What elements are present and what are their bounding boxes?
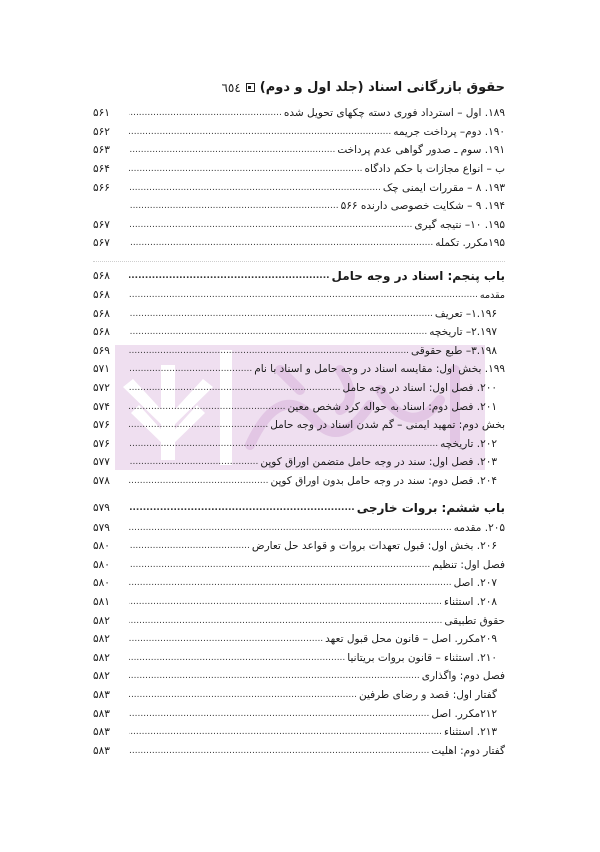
entry-title: ۲۰۸. استثناء (444, 595, 497, 608)
entry-title: ۱۹۰. دوم– پرداخت جریمه (393, 125, 505, 138)
header-title: حقوق بازرگانی اسناد (جلد اول و دوم) (259, 80, 505, 95)
leader-dots (129, 308, 433, 320)
entry-page: ۵۸۲ (93, 614, 110, 627)
page-header (221, 80, 505, 95)
leader-dots (129, 270, 330, 282)
toc-entry[interactable] (93, 453, 505, 472)
entry-title: ۲.۱۹۷– تاریخچه (429, 326, 497, 339)
entry-title: ۲۰۲. تاریخچه (440, 437, 497, 450)
entry-title: ۱۹۵مکرر. تکمله (435, 237, 505, 250)
leader-dots (129, 745, 429, 757)
leader-dots (129, 107, 282, 119)
entry-page: ۵۶۲ (93, 125, 110, 138)
entry-title: ۳.۱۹۸– طبع حقوقی (411, 344, 497, 357)
entry-title: ۲۰۱. فصل دوم: اسناد به حواله کرد شخص معین (287, 400, 497, 413)
toc-entry[interactable] (93, 593, 505, 612)
toc-entry[interactable] (93, 397, 505, 416)
entry-page: ۵۶۷ (93, 218, 110, 231)
entry-page: ۵۷۷ (93, 456, 110, 469)
entry-title: فصل دوم: واگذاری (421, 670, 505, 683)
entry-title: فصل اول: تنظیم (432, 558, 505, 571)
leader-dots (129, 522, 452, 534)
toc-entry[interactable] (93, 379, 505, 398)
leader-dots (129, 652, 345, 664)
entry-title: ۱۸۹. اول – استرداد فوری دسته چکهای تحویل شده (283, 107, 505, 120)
entry-page: ۵۸۳ (93, 707, 110, 720)
entry-title: ۲۱۳. استثناء (444, 726, 497, 739)
entry-page: ۵۶۱ (93, 107, 110, 120)
entry-page: ۵۸۳ (93, 744, 110, 757)
toc-chapter-5[interactable] (93, 266, 505, 286)
toc-entry[interactable] (93, 286, 505, 305)
leader-dots (129, 182, 381, 194)
leader-dots (129, 540, 250, 552)
section-divider (93, 261, 505, 263)
entry-title: ۱.۱۹۶– تعریف (434, 307, 497, 320)
leader-dots (129, 596, 442, 608)
toc-entry[interactable] (93, 342, 505, 361)
entry-page: ۵۶۸ (93, 326, 110, 339)
toc-entry[interactable] (93, 197, 505, 216)
entry-page: ۵۸۰ (93, 558, 110, 571)
entry-title: ۱۹۱. سوم ـ صدور گواهی عدم پرداخت (337, 144, 505, 157)
entry-title: ۱۹۳. ۸ – مقررات ایمنی چک (382, 181, 505, 194)
leader-dots (129, 163, 363, 175)
entry-page: ۵۷۲ (93, 382, 110, 395)
entry-title: ۲۰۷. اصل (453, 577, 497, 590)
table-of-contents (93, 104, 505, 760)
toc-entry[interactable] (93, 178, 505, 197)
toc-entry[interactable] (93, 160, 505, 179)
entry-page: ۵۶۸ (93, 307, 110, 320)
toc-entry[interactable] (93, 686, 505, 705)
leader-dots (129, 326, 427, 338)
entry-title: ۲۰۵. مقدمه (453, 521, 505, 534)
entry-page: ۵۷۱ (93, 363, 110, 376)
toc-entry[interactable] (93, 518, 505, 537)
leader-dots (129, 382, 341, 394)
entry-title: ۲۰۴. فصل دوم: سند در وجه حامل بدون اوراق کوپن (270, 474, 497, 487)
leader-dots (129, 200, 339, 212)
entry-title: ۲۰۳. فصل اول: سند در وجه حامل متضمن اوراق کوپن (260, 456, 497, 469)
chapter-title: باب ششم: بروات خارجی (356, 501, 505, 516)
entry-page: ۵۸۲ (93, 670, 110, 683)
toc-entry[interactable] (93, 323, 505, 342)
entry-title: حقوق تطبیقی (444, 614, 505, 627)
toc-entry[interactable] (93, 723, 505, 742)
chapter-page: ۵۶۸ (93, 269, 110, 282)
page-number: ٦٥٤ (221, 80, 241, 95)
entry-title: بخش دوم: تمهید ایمنی – گم شدن اسناد در وجه حامل (270, 419, 505, 432)
leader-dots (129, 126, 391, 138)
leader-dots (129, 708, 429, 720)
leader-dots (129, 419, 268, 431)
leader-dots (129, 363, 252, 375)
toc-entry[interactable] (93, 611, 505, 630)
entry-page: ۵۸۲ (93, 633, 110, 646)
leader-dots (129, 289, 478, 301)
leader-dots (129, 438, 438, 450)
toc-chapter-6[interactable] (93, 498, 505, 518)
entry-title: گفتار اول: قصد و رضای طرفین (358, 688, 497, 701)
leader-dots (129, 670, 420, 682)
toc-entry[interactable] (93, 555, 505, 574)
entry-page: ۵۸۳ (93, 688, 110, 701)
entry-page: ۵۸۲ (93, 651, 110, 664)
toc-entry[interactable] (93, 741, 505, 760)
entry-title: ۱۹۴. ۹ – شکایت خصوصی دارنده ۵۶۶ (340, 200, 505, 213)
leader-dots (129, 726, 442, 738)
leader-dots (129, 456, 258, 468)
entry-title: ۲۱۰. استثناء – قانون بروات بریتانیا (347, 651, 497, 664)
leader-dots (129, 401, 285, 413)
toc-entry[interactable] (93, 123, 505, 142)
square-bullet-icon (246, 83, 255, 92)
leader-dots (129, 689, 357, 701)
leader-dots (129, 475, 268, 487)
toc-entry[interactable] (93, 435, 505, 454)
entry-title: گفتار دوم: اهلیت (431, 744, 505, 757)
toc-entry[interactable] (93, 630, 505, 649)
entry-page: ۵۷۹ (93, 521, 110, 534)
entry-page: ۵۶۶ (93, 181, 110, 194)
entry-page: ۵۶۸ (93, 289, 110, 302)
entry-page: ۵۶۴ (93, 163, 110, 176)
entry-title: ۲۱۲مکرر. اصل (431, 707, 497, 720)
entry-page: ۵۶۳ (93, 144, 110, 157)
leader-dots (129, 219, 412, 231)
entry-title: ۱۹۵. ۱۰– نتیجه گیری (414, 218, 505, 231)
toc-entry[interactable] (93, 304, 505, 323)
entry-page: ۵۸۳ (93, 726, 110, 739)
entry-page: ۵۷۴ (93, 400, 110, 413)
entry-page: ۵۸۱ (93, 595, 110, 608)
leader-dots (129, 559, 430, 571)
toc-entry[interactable] (93, 360, 505, 379)
entry-title: ۱۹۹. بخش اول: مقایسه اسناد در وجه حامل و اسناد با نام (254, 363, 505, 376)
entry-page: ۵۶۹ (93, 344, 110, 357)
toc-entry[interactable] (93, 574, 505, 593)
toc-entry[interactable] (93, 537, 505, 556)
leader-dots (129, 577, 452, 589)
leader-dots (129, 345, 409, 357)
toc-entry[interactable] (93, 667, 505, 686)
entry-title: ۲۰۰. فصل اول: اسناد در وجه حامل (342, 382, 497, 395)
toc-entry[interactable] (93, 416, 505, 435)
leader-dots (129, 237, 433, 249)
leader-dots (129, 633, 323, 645)
toc-entry[interactable] (93, 472, 505, 491)
entry-title: مقدمه (479, 289, 505, 301)
toc-entry[interactable] (93, 648, 505, 667)
entry-title: ۲۰۹مکرر. اصل – قانون محل قبول تعهد (325, 633, 497, 646)
toc-entry[interactable] (93, 704, 505, 723)
leader-dots (129, 615, 442, 627)
chapter-title: باب پنجم: اسناد در وجه حامل (331, 268, 505, 283)
entry-page: ۵۸۰ (93, 577, 110, 590)
entry-page: ۵۷۶ (93, 419, 110, 432)
entry-page: ۵۶۷ (93, 237, 110, 250)
toc-entry[interactable] (93, 216, 505, 235)
entry-page: ۵۷۶ (93, 437, 110, 450)
toc-entry[interactable] (93, 141, 505, 160)
chapter-page: ۵۷۹ (93, 502, 110, 515)
leader-dots (129, 144, 335, 156)
toc-entry[interactable] (93, 104, 505, 123)
toc-entry[interactable] (93, 234, 505, 253)
entry-title: ب – انواع مجازات با حکم دادگاه (364, 163, 505, 176)
entry-page: ۵۸۰ (93, 540, 110, 553)
leader-dots (129, 502, 355, 514)
entry-page: ۵۷۸ (93, 474, 110, 487)
entry-title: ۲۰۶. بخش اول: قبول تعهدات بروات و قواعد حل تعارض (251, 540, 497, 553)
